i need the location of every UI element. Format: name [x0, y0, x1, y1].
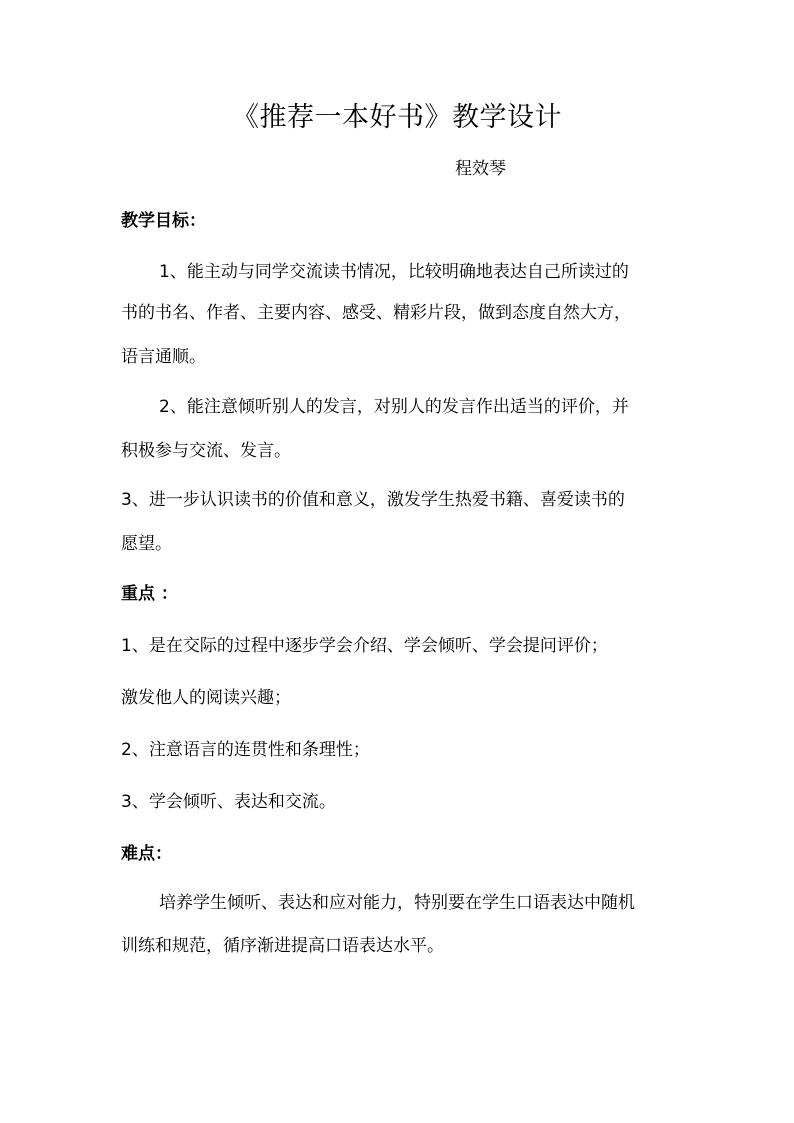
objective-2-line-2: 积极参与交流、发言。	[121, 441, 291, 461]
key-point-1-line-1: 1、是在交际的过程中逐步学会介绍、学会倾听、学会提问评价；	[121, 636, 608, 656]
objective-1-line-1: 1、能主动与同学交流读书情况，比较明确地表达自己所读过的	[159, 262, 629, 282]
author-name: 程效琴	[455, 159, 506, 179]
objective-2-line-1: 2、能注意倾听别人的发言，对别人的发言作出适当的评价，并	[159, 397, 629, 417]
objective-3-line-1: 3、进一步认识读书的价值和意义，激发学生热爱书籍、喜爱读书的	[121, 490, 625, 510]
key-point-3: 3、学会倾听、表达和交流。	[121, 792, 336, 812]
objective-1-line-3: 语言通顺。	[121, 347, 206, 367]
key-point-2: 2、注意语言的连贯性和条理性；	[121, 740, 370, 760]
objective-1-line-2: 书的书名、作者、主要内容、感受、精彩片段，做到态度自然大方，	[121, 303, 631, 323]
objectives-heading: 教学目标：	[121, 211, 206, 231]
objective-3-line-2: 愿望。	[121, 534, 172, 554]
document-title: 《推荐一本好书》教学设计	[232, 102, 562, 133]
difficulty-line-2: 训练和规范，循序渐进提高口语表达水平。	[121, 936, 444, 956]
key-point-1-line-2: 激发他人的阅读兴趣；	[121, 688, 291, 708]
difficulty-line-1: 培养学生倾听、表达和应对能力，特别要在学生口语表达中随机	[159, 893, 635, 913]
key-points-heading: 重点 ：	[121, 584, 178, 604]
difficulties-heading: 难点：	[121, 844, 172, 864]
